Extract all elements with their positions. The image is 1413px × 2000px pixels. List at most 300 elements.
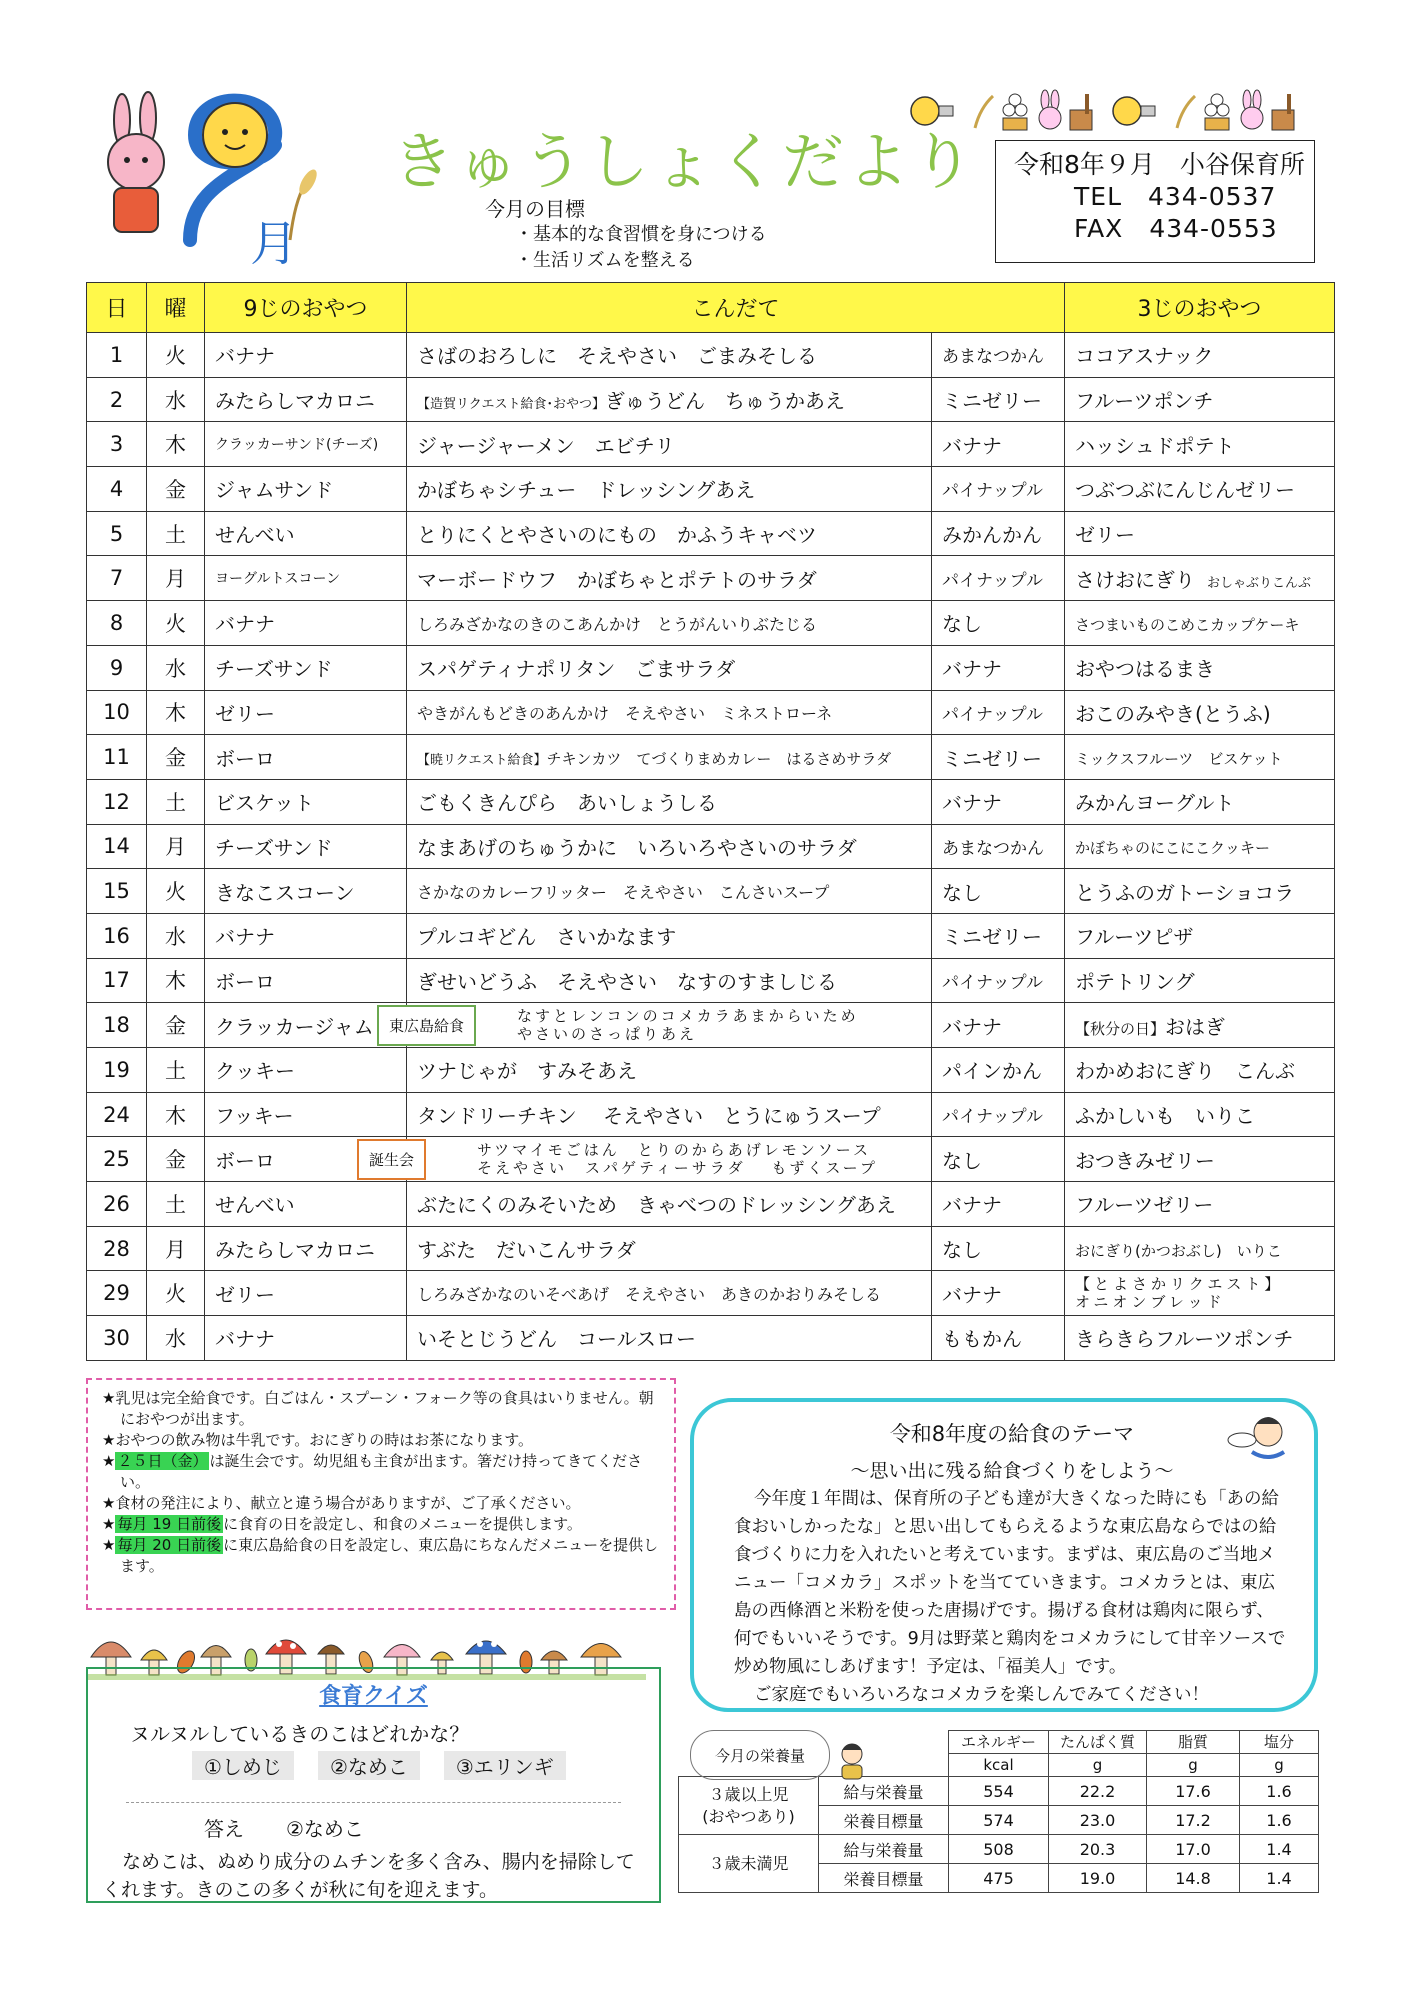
- nutrition-value: 475: [949, 1864, 1049, 1893]
- lunch-menu-cell: [407, 913, 932, 958]
- morning-snack-cell: クラッカーサンド(チーズ): [205, 422, 407, 467]
- highlight-date: 毎月 20 日前後: [117, 1536, 222, 1554]
- morning-snack-cell: ボーロ: [205, 958, 407, 1003]
- afternoon-snack-cell: [1065, 913, 1335, 958]
- header-weekday: 曜: [147, 283, 205, 333]
- day-cell: 28: [87, 1226, 147, 1271]
- nutrition-value: 1.4: [1240, 1835, 1319, 1864]
- fruit-cell: なし: [932, 1137, 1065, 1182]
- lunch-menu-cell: [369, 1137, 932, 1182]
- fruit-cell: ミニゼリー: [932, 377, 1065, 422]
- morning-snack-cell: きなこスコーン: [205, 869, 407, 914]
- afternoon-snack-cell: [1065, 333, 1335, 378]
- decoration-row: [905, 88, 1325, 134]
- moon-icon: [1113, 97, 1155, 125]
- weekday-cell: 月: [147, 824, 205, 869]
- header-illustration: [100, 90, 340, 265]
- fruit-cell: パイナップル: [932, 958, 1065, 1003]
- nutrient-unit: g: [1049, 1754, 1147, 1777]
- weekday-cell: 火: [147, 601, 205, 646]
- afternoon-snack-cell: [1065, 601, 1335, 646]
- quiz-option: ②なめこ: [318, 1751, 420, 1780]
- age-group: ３歳未満児: [679, 1835, 819, 1893]
- lunch-menu-cell: [407, 556, 932, 601]
- highlight-date: 毎月 19 日前後: [117, 1515, 222, 1533]
- nutrient-unit: g: [1147, 1754, 1240, 1777]
- lunch-menu-line: そえやさい スパゲティーサラダ もずくスープ: [477, 1159, 878, 1178]
- lunch-menu-cell: [407, 1316, 932, 1361]
- day-cell: 26: [87, 1182, 147, 1227]
- fruit-cell: バナナ: [932, 779, 1065, 824]
- request-label: 【暁リクエスト給食】: [417, 753, 547, 769]
- lunch-menu-cell: [389, 1003, 932, 1048]
- nutrition-label: 今月の栄養量: [690, 1730, 830, 1780]
- goal-title: 今月の目標: [485, 197, 585, 221]
- menu-row: [87, 1226, 1335, 1271]
- day-cell: 7: [87, 556, 147, 601]
- row-label: 給与栄養量: [819, 1777, 949, 1806]
- afternoon-snack-text: ハッシュドポテト: [1075, 433, 1235, 458]
- goal-item: ・生活リズムを整える: [515, 250, 695, 271]
- menu-header-row: [87, 283, 1335, 333]
- dango-icon: [1205, 94, 1229, 130]
- lunch-menu-cell: [407, 1182, 932, 1227]
- afternoon-snack-cell: [1065, 645, 1335, 690]
- event-tag: 東広島給食: [377, 1005, 476, 1046]
- fruit-cell: パイナップル: [932, 467, 1065, 512]
- morning-snack-cell: バナナ: [205, 1316, 407, 1361]
- afternoon-snack-cell: [1065, 869, 1335, 914]
- nutrition-value: 22.2: [1049, 1777, 1147, 1806]
- fruit-cell: バナナ: [932, 1182, 1065, 1227]
- nutrition-row: [679, 1835, 1319, 1864]
- lunch-menu-cell: [407, 958, 932, 1003]
- fruit-cell: あまなつかん: [932, 824, 1065, 869]
- day-cell: 14: [87, 824, 147, 869]
- afternoon-snack-line: オニオンブレッド: [1075, 1293, 1226, 1312]
- rabbit-icon: [1039, 90, 1061, 129]
- fruit-cell: みかんかん: [932, 511, 1065, 556]
- lunch-menu-text: ぎゅうどん ちゅうかあえ: [604, 389, 845, 414]
- morning-snack-cell: チーズサンド: [205, 645, 407, 690]
- menu-row: [87, 690, 1335, 735]
- note-item: ★ 毎月 20 日前後 に東広島給食の日を設定し、東広島にちなんだメニューを提供します。: [102, 1536, 659, 1575]
- day-cell: 19: [87, 1048, 147, 1093]
- day-cell: 17: [87, 958, 147, 1003]
- fruit-cell: パインかん: [932, 1048, 1065, 1093]
- lunch-menu-cell: [407, 1048, 932, 1093]
- morning-snack-cell: バナナ: [205, 601, 407, 646]
- note-item: ★ ２５日（金） は誕生会です。幼児組も主食が出ます。箸だけ持ってきてください。: [102, 1452, 643, 1491]
- nutrition-value: 19.0: [1049, 1864, 1147, 1893]
- quiz-explanation: なめこは、ぬめり成分のムチンを多く含み、腸内を掃除してくれます。きのこの多くが秋に旬を迎えます。: [102, 1851, 635, 1901]
- lunch-menu-cell: [407, 824, 932, 869]
- morning-snack-cell: ジャムサンド: [205, 467, 407, 512]
- day-cell: 16: [87, 913, 147, 958]
- lunch-menu-text: いそとじうどん コールスロー: [417, 1327, 696, 1352]
- day-cell: 9: [87, 645, 147, 690]
- morning-snack-cell: バナナ: [205, 913, 407, 958]
- lunch-menu-cell: [407, 690, 932, 735]
- afternoon-snack-cell: [1065, 1182, 1335, 1227]
- quiz-options: [192, 1751, 645, 1780]
- lunch-menu-text: マーボードウフ かぼちゃとポテトのサラダ: [417, 567, 817, 592]
- header-lunch-menu: こんだて: [407, 283, 1065, 333]
- afternoon-snack-text: おやつはるまき: [1075, 657, 1216, 682]
- morning-snack-cell: せんべい: [205, 511, 407, 556]
- divider: [126, 1802, 621, 1803]
- menu-row: [87, 779, 1335, 824]
- fax-number: FAX 434-0553: [1074, 214, 1278, 243]
- mortar-icon: [1070, 94, 1092, 130]
- weekday-cell: 木: [147, 690, 205, 735]
- morning-snack-cell: クッキー: [205, 1048, 407, 1093]
- note-item: ★食材の発注により、献立と違う場合がありますが、ご了承ください。: [102, 1494, 581, 1512]
- holiday-label: 【秋分の日】: [1075, 1019, 1166, 1038]
- lunch-menu-cell: [407, 645, 932, 690]
- nutrition-value: 17.6: [1147, 1777, 1240, 1806]
- note-item: ★乳児は完全給食です。白ごはん・スプーン・フォーク等の食具はいりません。朝におやつが出ます。: [102, 1389, 654, 1428]
- morning-snack-cell: ボーロ: [205, 1137, 407, 1182]
- issuer-info: [995, 140, 1315, 263]
- menu-row: [87, 824, 1335, 869]
- afternoon-snack-text: とうふのガトーショコラ: [1075, 880, 1295, 905]
- lunch-menu-text: プルコギどん さいかなます: [417, 925, 677, 950]
- nutrition-value: 17.2: [1147, 1806, 1240, 1835]
- menu-row: [87, 333, 1335, 378]
- theme-body: 今年度１年間は、保育所の子ども達が大きくなった時にも「あの給食おいしかったな」と思い出してもらえるような東広島ならではの給食づくりに力を入れたいと考えています。まずは、東広島のご当地メニュー「コメカラ」スポットを当てていきます。コメカラとは、東広島の西條酒と米粉を使った唐揚げです。揚げる食材は鶏肉に限らず、何でもいいそうです。9月は野菜と鶏肉をコメカラにして甘辛ソースで炒め物風にしあげます！予定は、「福美人」です。: [734, 1489, 1286, 1677]
- newsletter-title: きゅうしょくだより: [392, 125, 978, 198]
- afternoon-snack-text: わかめおにぎり こんぶ: [1075, 1059, 1296, 1084]
- afternoon-snack-extra: おしゃぶりこんぶ: [1207, 575, 1312, 591]
- morning-snack-cell: フッキー: [205, 1092, 407, 1137]
- menu-row: [87, 556, 1335, 601]
- nutrition-value: 1.4: [1240, 1864, 1319, 1893]
- lunch-menu-text: タンドリーチキン そえやさい とうにゅうスープ: [417, 1104, 881, 1129]
- nutrient-unit: g: [1240, 1754, 1319, 1777]
- menu-row: [87, 1048, 1335, 1093]
- day-cell: 25: [87, 1137, 147, 1182]
- weekday-cell: 土: [147, 511, 205, 556]
- theme-subtitle: ～思い出に残る給食づくりをしよう～: [850, 1460, 1174, 1482]
- weekday-cell: 水: [147, 1316, 205, 1361]
- day-cell: 4: [87, 467, 147, 512]
- weekday-cell: 水: [147, 645, 205, 690]
- menu-row: [87, 422, 1335, 467]
- menu-row: [87, 869, 1335, 914]
- event-tag: 誕生会: [357, 1139, 426, 1180]
- weekday-cell: 木: [147, 422, 205, 467]
- request-label: 【造賀リクエスト給食･おやつ】: [417, 397, 605, 413]
- fruit-cell: バナナ: [932, 1271, 1065, 1316]
- monthly-goals: [485, 196, 767, 274]
- lunch-menu-cell: [407, 869, 932, 914]
- nutrition-value: 23.0: [1049, 1806, 1147, 1835]
- day-cell: 12: [87, 779, 147, 824]
- weekday-cell: 金: [147, 467, 205, 512]
- lunch-menu-text: すぶた だいこんサラダ: [417, 1238, 636, 1263]
- lunch-menu-line: なすとレンコンのコメカラあまからいため: [517, 1007, 859, 1026]
- weekday-cell: 金: [147, 735, 205, 780]
- afternoon-snack-cell: [1065, 467, 1335, 512]
- lunch-menu-text: チキンカツ てづくりまめカレー はるさめサラダ: [546, 750, 892, 769]
- afternoon-snack-cell: [1065, 1271, 1335, 1316]
- weekday-cell: 木: [147, 1092, 205, 1137]
- tel-number: TEL 434-0537: [1074, 182, 1277, 211]
- weekday-cell: 土: [147, 779, 205, 824]
- month-kanji: 月: [250, 216, 299, 265]
- notes-box: [86, 1378, 676, 1610]
- quiz-title: 食育クイズ: [319, 1684, 428, 1709]
- row-label: 栄養目標量: [819, 1864, 949, 1893]
- note-item: ★おやつの飲み物は牛乳です。おにぎりの時はお茶になります。: [102, 1431, 534, 1449]
- weekday-cell: 水: [147, 913, 205, 958]
- lunch-menu-cell: [407, 779, 932, 824]
- nutrition-value: 574: [949, 1806, 1049, 1835]
- day-cell: 18: [87, 1003, 147, 1048]
- afternoon-snack-text: フルーツゼリー: [1075, 1193, 1214, 1218]
- lunch-menu-text: ぶたにくのみそいため きゃべつのドレッシングあえ: [417, 1193, 896, 1218]
- weekday-cell: 金: [147, 1003, 205, 1048]
- day-cell: 5: [87, 511, 147, 556]
- menu-row: [87, 735, 1335, 780]
- weekday-cell: 月: [147, 556, 205, 601]
- weekday-cell: 火: [147, 333, 205, 378]
- issuer-line: 令和8年９月 小谷保育所: [1014, 150, 1305, 179]
- lunch-menu-text: なまあげのちゅうかに いろいろやさいのサラダ: [417, 835, 857, 860]
- menu-row: [87, 1137, 1335, 1182]
- afternoon-snack-cell: [1065, 690, 1335, 735]
- afternoon-snack-text: ふかしいも いりこ: [1075, 1104, 1256, 1129]
- menu-row: [87, 645, 1335, 690]
- fruit-cell: バナナ: [932, 645, 1065, 690]
- morning-snack-cell: バナナ: [205, 333, 407, 378]
- menu-row: [87, 913, 1335, 958]
- lunch-menu-cell: [407, 333, 932, 378]
- afternoon-snack-cell: [1065, 1092, 1335, 1137]
- lunch-menu-text: しろみざかなのいそべあげ そえやさい あきのかおりみそしる: [417, 1285, 882, 1305]
- menu-row: [87, 511, 1335, 556]
- dango-icon: [1003, 94, 1027, 130]
- weekday-cell: 木: [147, 958, 205, 1003]
- theme-title: 令和8年度の給食のテーマ: [889, 1422, 1135, 1446]
- nutrition-value: 14.8: [1147, 1864, 1240, 1893]
- afternoon-snack-text: おにぎり(かつおぶし) いりこ: [1075, 1241, 1282, 1260]
- fruit-cell: なし: [932, 1226, 1065, 1271]
- menu-row: [87, 1182, 1335, 1227]
- day-cell: 11: [87, 735, 147, 780]
- nutrient-header: 塩分: [1240, 1731, 1319, 1754]
- lunch-menu-text: さばのおろしに そえやさい ごまみそしる: [417, 344, 817, 369]
- afternoon-snack-cell: [1065, 1316, 1335, 1361]
- lunch-menu-cell: [407, 511, 932, 556]
- weekday-cell: 土: [147, 1182, 205, 1227]
- fruit-cell: バナナ: [932, 1003, 1065, 1048]
- fruit-cell: パイナップル: [932, 690, 1065, 735]
- day-cell: 2: [87, 377, 147, 422]
- lunch-menu-text: さかなのカレーフリッター そえやさい こんさいスープ: [417, 883, 830, 903]
- afternoon-snack-cell: [1065, 1048, 1335, 1093]
- lunch-menu-text: ぎせいどうふ そえやさい なすのすましじる: [417, 969, 837, 994]
- weekday-cell: 月: [147, 1226, 205, 1271]
- morning-snack-cell: ゼリー: [205, 1271, 407, 1316]
- afternoon-snack-cell: [1065, 735, 1335, 780]
- lunch-menu-text: とりにくとやさいのにもの かふうキャベツ: [417, 523, 817, 548]
- quiz-option: ③エリンギ: [444, 1751, 566, 1780]
- afternoon-snack-cell: [1065, 779, 1335, 824]
- weekday-cell: 火: [147, 869, 205, 914]
- menu-table: [86, 282, 1335, 1361]
- fruit-cell: パイナップル: [932, 556, 1065, 601]
- lunch-menu-cell: [407, 735, 932, 780]
- afternoon-snack-text: きらきらフルーツポンチ: [1075, 1327, 1294, 1352]
- day-cell: 1: [87, 333, 147, 378]
- age-group: ３歳以上児 (おやつあり): [679, 1777, 819, 1835]
- nutrition-value: 17.0: [1147, 1835, 1240, 1864]
- lunch-menu-cell: [407, 1092, 932, 1137]
- nutrition-value: 554: [949, 1777, 1049, 1806]
- fruit-cell: ももかん: [932, 1316, 1065, 1361]
- day-cell: 15: [87, 869, 147, 914]
- lunch-menu-text: スパゲティナポリタン ごまサラダ: [417, 657, 736, 682]
- highlight-date: ２５日（金）: [117, 1452, 208, 1470]
- nutrient-header: エネルギー: [949, 1731, 1049, 1754]
- fruit-cell: なし: [932, 601, 1065, 646]
- weekday-cell: 金: [147, 1137, 205, 1182]
- nutrition-value: 20.3: [1049, 1835, 1147, 1864]
- nutrition-value: 508: [949, 1835, 1049, 1864]
- weekday-cell: 水: [147, 377, 205, 422]
- day-cell: 24: [87, 1092, 147, 1137]
- afternoon-snack-text: ミックスフルーツ ビスケット: [1075, 750, 1283, 769]
- rice-plant-icon: [975, 96, 993, 128]
- morning-snack-cell: チーズサンド: [205, 824, 407, 869]
- afternoon-snack-text: つぶつぶにんじんゼリー: [1075, 478, 1296, 503]
- morning-snack-cell: みたらしマカロニ: [205, 1226, 407, 1271]
- afternoon-snack-text: さつまいものこめこカップケーキ: [1075, 615, 1300, 634]
- rabbit-icon: [108, 92, 164, 232]
- afternoon-snack-text: かぼちゃのにこにこクッキー: [1075, 839, 1271, 858]
- lunch-menu-text: しろみざかなのきのこあんかけ とうがんいりぶたじる: [417, 614, 818, 634]
- menu-row: [87, 601, 1335, 646]
- lunch-menu-text: かぼちゃシチュー ドレッシングあえ: [417, 478, 756, 503]
- goal-item: ・基本的な食習慣を身につける: [515, 224, 767, 245]
- row-label: 栄養目標量: [819, 1806, 949, 1835]
- day-cell: 30: [87, 1316, 147, 1361]
- lunch-menu-text: やきがんもどきのあんかけ そえやさい ミネストローネ: [417, 704, 833, 724]
- menu-row: [87, 958, 1335, 1003]
- afternoon-snack-text: おはぎ: [1165, 1014, 1226, 1039]
- nutrient-header: たんぱく質: [1049, 1731, 1147, 1754]
- menu-row: [87, 1092, 1335, 1137]
- lunch-menu-cell: [407, 1271, 932, 1316]
- child-icon: [830, 1738, 874, 1782]
- weekday-cell: 土: [147, 1048, 205, 1093]
- lunch-menu-cell: [407, 1226, 932, 1271]
- afternoon-snack-cell: [1065, 1003, 1335, 1048]
- menu-row: [87, 467, 1335, 512]
- morning-snack-cell: ゼリー: [205, 690, 407, 735]
- quiz-option: ①しめじ: [192, 1751, 294, 1780]
- afternoon-snack-text: ココアスナック: [1075, 344, 1214, 369]
- day-cell: 29: [87, 1271, 147, 1316]
- day-cell: 10: [87, 690, 147, 735]
- nutrient-header: 脂質: [1147, 1731, 1240, 1754]
- weekday-cell: 火: [147, 1271, 205, 1316]
- menu-row: [87, 1271, 1335, 1316]
- child-eating-icon: [1222, 1402, 1292, 1464]
- rice-plant-icon: [1177, 96, 1195, 128]
- morning-snack-cell: せんべい: [205, 1182, 407, 1227]
- afternoon-snack-text: おこのみやき(とうふ): [1075, 701, 1271, 726]
- header-day: 日: [87, 283, 147, 333]
- afternoon-snack-line: 【とよさかリクエスト】: [1075, 1275, 1284, 1294]
- quiz-question: ヌルヌルしているきのこはどれかな？: [130, 1722, 470, 1746]
- mortar-icon: [1272, 94, 1294, 130]
- afternoon-snack-text: フルーツポンチ: [1075, 389, 1214, 414]
- lunch-menu-line: やさいのさっぱりあえ: [517, 1025, 698, 1044]
- menu-row: [87, 1003, 1335, 1048]
- lunch-menu-text: ジャージャーメン エビチリ: [417, 433, 675, 458]
- header-afternoon-snack: 3じのおやつ: [1065, 283, 1335, 333]
- afternoon-snack-cell: [1065, 377, 1335, 422]
- rabbit-icon: [1241, 90, 1263, 129]
- day-cell: 3: [87, 422, 147, 467]
- lunch-menu-line: サツマイモごはん とりのからあげレモンソース: [477, 1141, 872, 1160]
- afternoon-snack-cell: [1065, 556, 1335, 601]
- afternoon-snack-text: ポテトリング: [1075, 969, 1195, 994]
- day-cell: 8: [87, 601, 147, 646]
- menu-row: [87, 1316, 1335, 1361]
- morning-snack-cell: ボーロ: [205, 735, 407, 780]
- moon-icon: [911, 97, 953, 125]
- row-label: 給与栄養量: [819, 1835, 949, 1864]
- afternoon-snack-cell: [1065, 511, 1335, 556]
- nutrition-value: 1.6: [1240, 1777, 1319, 1806]
- theme-closing: ご家庭でもいろいろなコメカラを楽しんでみてください！: [754, 1685, 1209, 1705]
- fruit-cell: あまなつかん: [932, 333, 1065, 378]
- afternoon-snack-text: みかんヨーグルト: [1075, 791, 1235, 816]
- afternoon-snack-cell: [1065, 422, 1335, 467]
- lunch-menu-text: ツナじゃが すみそあえ: [417, 1059, 637, 1084]
- lunch-menu-cell: [407, 422, 932, 467]
- lunch-menu-cell: [407, 377, 932, 422]
- lunch-menu-cell: [407, 467, 932, 512]
- quiz-answer: 答え ②なめこ: [204, 1817, 364, 1841]
- afternoon-snack-cell: [1065, 1226, 1335, 1271]
- fruit-cell: ミニゼリー: [932, 735, 1065, 780]
- food-quiz: [86, 1667, 661, 1903]
- note-item: ★ 毎月 19 日前後 に食育の日を設定し、和食のメニューを提供します。: [102, 1515, 582, 1533]
- header-morning-snack: 9じのおやつ: [205, 283, 407, 333]
- morning-snack-cell: クラッカージャム: [205, 1003, 407, 1048]
- nutrient-unit: kcal: [949, 1754, 1049, 1777]
- menu-row: [87, 377, 1335, 422]
- afternoon-snack-cell: [1065, 824, 1335, 869]
- afternoon-snack-text: おつきみゼリー: [1075, 1148, 1215, 1173]
- lunch-menu-text: ごもくきんぴら あいしょうしる: [417, 791, 717, 816]
- fruit-cell: パイナップル: [932, 1092, 1065, 1137]
- morning-snack-cell: ビスケット: [205, 779, 407, 824]
- morning-snack-cell: みたらしマカロニ: [205, 377, 407, 422]
- afternoon-snack-text: フルーツピザ: [1075, 925, 1194, 950]
- fruit-cell: バナナ: [932, 422, 1065, 467]
- fruit-cell: なし: [932, 869, 1065, 914]
- afternoon-snack-cell: [1065, 1137, 1335, 1182]
- afternoon-snack-text: ゼリー: [1075, 523, 1136, 548]
- nutrition-row: [679, 1777, 1319, 1806]
- afternoon-snack-cell: [1065, 958, 1335, 1003]
